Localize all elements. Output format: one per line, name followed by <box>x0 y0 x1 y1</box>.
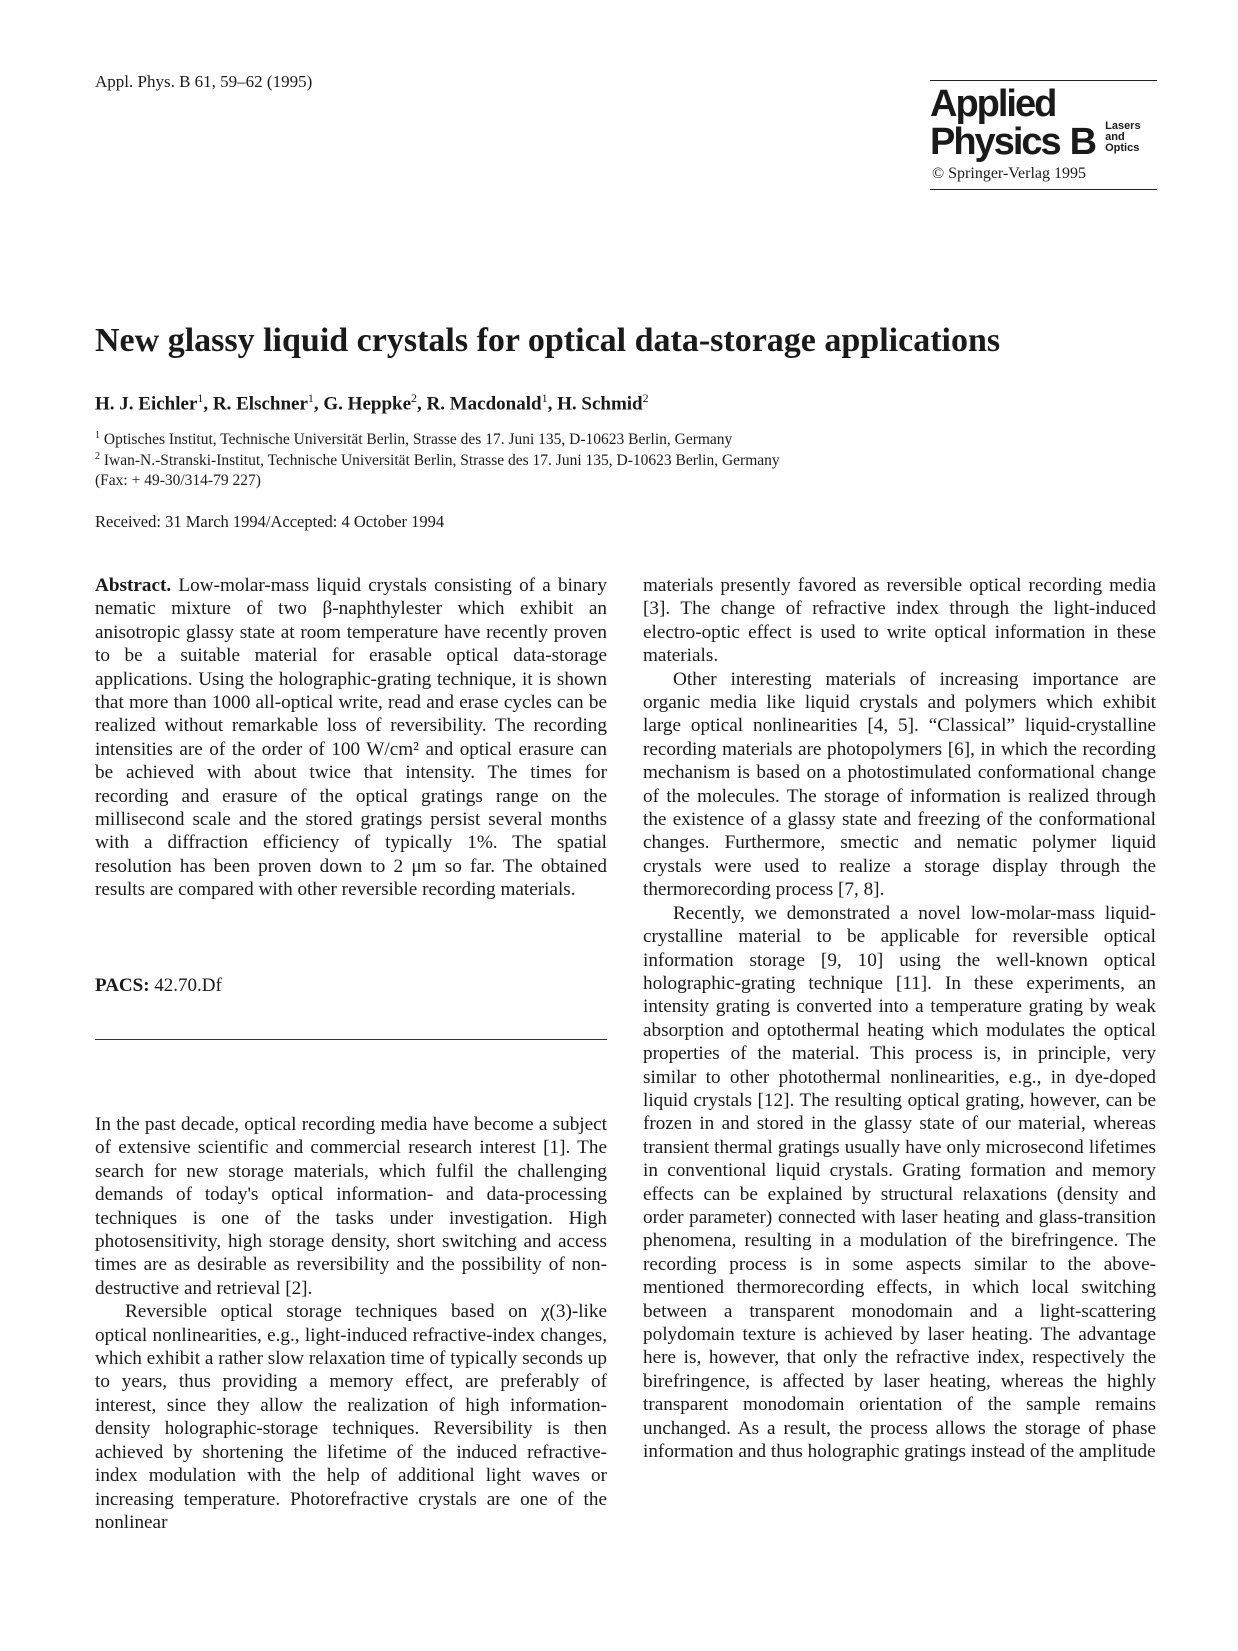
copyright: © Springer-Verlag 1995 <box>932 165 1087 182</box>
pacs-line <box>95 975 222 997</box>
affiliation-number: 2 <box>95 451 100 462</box>
affiliation-text: Optisches Institut, Technische Universität Berlin, Strasse des 17. Juni 135, D-10623 Berlin, Germany <box>103 431 733 449</box>
author-name: H. J. Eichler <box>95 393 198 415</box>
affiliation-text: Iwan-N.-Stranski-Institut, Technische Universität Berlin, Strasse des 17. Juni 135, D-10623 Berlin, Germany <box>103 452 780 470</box>
body-paragraph: Recently, we demonstrated a novel low-molar-mass liquid-crystalline material to be applicable for reversible optical information storage [9, 10] using the well-known optical holographic-grating technique [11]. In these experiments, an intensity grating is converted into a temperature grating by weak absorption and optothermal heating which modulates the optical properties of the material. This process is, in principle, very similar to other photothermal nonlinearities, e.g., in dye-doped liquid crystals [12]. The resulting optical grating, however, can be frozen in and stored in the glassy state of our material, whereas transient thermal gratings usually have only microsecond lifetimes in conventional liquid crystals. Grating formation and memory effects can be explained by structural relaxations (density and order parameter) connected with laser heating and glass-transition phenomena, resulting in a modulation of the birefringence. The recording process is in some aspects similar to the above-mentioned thermorecording effects, in which local switching between a transparent monodomain and a light-scattering polydomain texture is achieved by laser heating. The advantage here is, however, that only the refractive index, respectively the birefringence, is affected by laser heating, whereas the highly transparent monodomain orientation of the sample remains unchanged. As a result, the process allows the storage of phase information and thus holographic gratings instead of the amplitude <box>643 902 1156 1463</box>
body-paragraph: materials presently favored as reversible optical recording media [3]. The change of refractive index through the light-induced electro-optic effect is used to write optical information in these materials. <box>643 575 1156 667</box>
body-right-column <box>643 574 1156 1463</box>
fax-number: (Fax: + 49-30/314-79 227) <box>95 472 261 489</box>
logo-subtitle <box>1105 121 1157 154</box>
author-name: G. Heppke <box>323 393 412 415</box>
journal-logo <box>930 80 1157 190</box>
affiliation <box>95 451 780 470</box>
abstract <box>95 574 607 902</box>
logo-applied: Applied <box>930 83 1056 125</box>
author-affiliation-mark: 1 <box>197 391 204 405</box>
author-name: R. Elschner <box>212 393 308 415</box>
logo-sub-lasers: Lasers <box>1105 120 1141 132</box>
body-paragraph: Reversible optical storage techniques based on χ(3)-like optical nonlinearities, e.g., light-induced refractive-index changes, which exhibit a rather slow relaxation time of typically seconds up to years, thus providing a memory effect, are preferably of interest, since they allow the realization of high information-density holographic-storage techniques. Reversibility is then achieved by shortening the lifetime of the induced refractive-index modulation with the help of additional light waves or increasing temperature. Photorefractive crystals are one of the nonlinear <box>95 1301 607 1533</box>
logo-physics-row <box>930 120 1157 163</box>
logo-letter: B <box>1069 121 1096 163</box>
author-affiliation-mark: 1 <box>541 391 548 405</box>
logo-bottom-rule <box>930 189 1157 190</box>
body-left-column <box>95 1113 607 1534</box>
pacs-label: PACS: <box>95 975 150 996</box>
pacs-value: 42.70.Df <box>154 975 222 996</box>
author-name: H. Schmid <box>557 393 643 415</box>
journal-citation: Appl. Phys. B 61, 59–62 (1995) <box>95 72 313 91</box>
logo-sub-optics: and Optics <box>1105 131 1140 154</box>
abstract-text: Low-molar-mass liquid crystals consisting of a binary nematic mixture of two β-naphthylester which exhibit an anisotropic glassy state at room temperature have recently proven to be a suitable material for erasable optical data-storage applications. Using the holographic-grating technique, it is shown that more than 1000 all-optical write, read and erase cycles can be realized without remarkable loss of reversibility. The recording intensities are of the order of 100 W/cm² and optical erasure can be achieved with about twice that intensity. The times for recording and erasure of the optical gratings range on the millisecond scale and the stored gratings persist several months with a diffraction efficiency of typically 1%. The spatial resolution has been proven down to 2 μm so far. The obtained results are compared with other reversible recording materials. <box>95 575 608 901</box>
article-title: New glassy liquid crystals for optical data-storage applications <box>95 322 1001 359</box>
logo-top-rule <box>930 80 1157 81</box>
author-list: H. J. Eichler$^1$, R. Elschner$^1$, G. Heppke$^2$, R. Macdonald$^1$, H. Schmid$^2$ <box>95 391 649 415</box>
section-divider <box>95 1039 607 1040</box>
author-affiliation-mark: 1 <box>307 391 314 405</box>
body-paragraph: In the past decade, optical recording media have become a subject of extensive scientific and commercial research interest [1]. The search for new storage materials, which fulfil the challenging demands of today's optical information- and data-processing techniques is one of the tasks under investigation. High photosensitivity, high storage density, short switching and access times are as desirable as reversibility and the possibility of non-destructive and retrieval [2]. <box>95 1114 607 1299</box>
received-accepted-dates: Received: 31 March 1994/Accepted: 4 October 1994 <box>95 512 445 531</box>
affiliation-number: 1 <box>95 430 100 441</box>
body-paragraph: Other interesting materials of increasing importance are organic media like liquid crystals and polymers which exhibit large optical nonlinearities [4, 5]. “Classical” liquid-crystalline recording materials are photopolymers [6], in which the recording mechanism is based on a photostimulated conformational change of the molecules. The storage of information is realized through the existence of a glassy state and freezing of the conformational changes. Furthermore, smectic and nematic polymer liquid crystals were used to realize a storage display through the thermorecording process [7, 8]. <box>643 668 1156 901</box>
author-name: R. Macdonald <box>426 393 542 415</box>
author-affiliation-mark: 2 <box>642 391 649 405</box>
logo-physics: Physics <box>930 121 1060 163</box>
abstract-label: Abstract. <box>95 575 172 596</box>
author-affiliation-mark: 2 <box>411 391 418 405</box>
affiliation <box>95 430 732 449</box>
